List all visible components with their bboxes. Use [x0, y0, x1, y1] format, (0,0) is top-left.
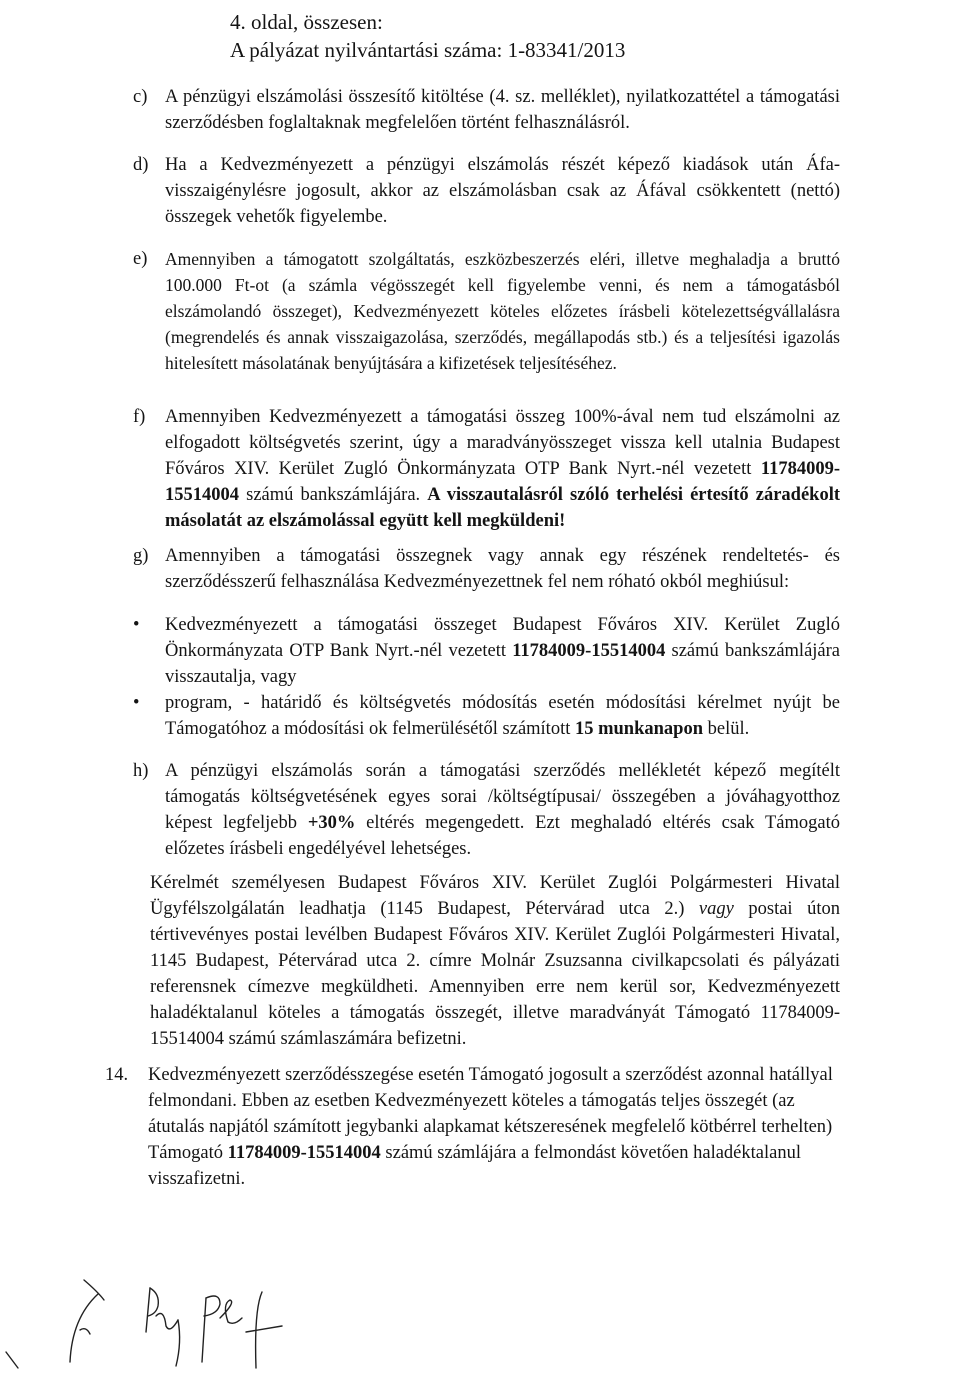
- item-c-text: A pénzügyi elszámolási összesítő kitöltése (4. sz. melléklet), nyilatkozattétel a támogatási szerződésben foglaltaknak megfelelően történt felhasználásról.: [165, 87, 840, 133]
- handwritten-signature: [0, 1270, 320, 1370]
- bullet-item: [133, 612, 840, 690]
- bullet-text-post: belül.: [703, 719, 750, 739]
- page-header: [230, 8, 625, 64]
- bullet-text-pre: Kedvezményezett a támogatási összeget Budapest Főváros XIV. Kerület Zugló Önkormányzata OTP Bank Nyrt.-nél vezetett: [165, 615, 840, 661]
- item-h-text-post: eltérés megengedett. Ezt meghaladó eltérés csak Támogató előzetes írásbeli engedélyével lehetséges.: [165, 813, 840, 859]
- bullet-text: [165, 690, 840, 742]
- bullet-text-post: számú bankszámlájára visszautalja, vagy: [165, 641, 840, 687]
- item-h-text: [165, 758, 840, 862]
- submission-paragraph-pre: Kérelmét személyesen Budapest Főváros XIV. Kerület Zuglói Polgármesteri Hivatal Ügyfélszolgálatán leadhatja (1145 Budapest, Pétervárad utca 2.): [150, 873, 840, 919]
- item-g-label: g): [133, 546, 149, 566]
- bank-account-number: 11784009-15514004: [512, 641, 666, 661]
- item-h-label: h): [133, 761, 149, 781]
- registration-number-line: A pályázat nyilvántartási száma: 1-83341/2013: [230, 38, 626, 62]
- item-h-text-pre: A pénzügyi elszámolás során a támogatási szerződés mellékletét képező megítélt támogatás költségvetésének egyes sorai /költségtípusai/ összegében a jóváhagyotthoz képest legfeljebb: [165, 761, 840, 833]
- section-14-text-pre: Kedvezményezett szerződésszegése esetén Támogató jogosult a szerződést azonnal hatállyal felmondani. Ebben az esetben Kedvezményezett köteles a támogatás teljes összegét (az átutalás napjától számított jegybanki alapkamat kétszeresének megfelelő kötbérrel terhelten) Támogató: [148, 1065, 833, 1163]
- item-c-label: c): [133, 87, 148, 107]
- section-14-number: 14.: [105, 1065, 129, 1085]
- submission-paragraph-post: postai úton tértivevényes postai levélben Budapest Főváros XIV. Kerület Zuglói Polgármesteri Hivatal, 1145 Budapest, Pétervárad utca 2. címre Molnár Zsuzsanna civilkapcsolati és pályázati referensnek címezve megküldheti. Amennyiben erre nem kerül sor, Kedvezményezett haladéktalanul köteles a támogatás összegét, illetve maradványát Támogató 11784009-15514004 számú számlaszámára befizetni.: [150, 899, 840, 1049]
- section-14: [105, 1062, 845, 1192]
- item-f-label: f): [133, 407, 146, 427]
- item-g: [133, 543, 840, 595]
- item-f-text: [165, 404, 840, 534]
- bullet-dot: •: [133, 693, 140, 713]
- page-count-line: 4. oldal, összesen:: [230, 10, 383, 34]
- item-e-text: Amennyiben a támogatott szolgáltatás, eszközbeszerzés eléri, illetve meghaladja a bruttó 100.000 Ft-ot (a számla végösszegét kell figyelembe venni, és nem a támogatásból elszámolandó összeget), Kedvezményezett köteles előzetes írásbeli kötelezettségvállalásra (megrendelés és annak visszaigazolása, szerződés, megállapodás stb.) és a teljesítési igazolás hitelesített másolatának benyújtására a kifizetések teljesítéséhez.: [165, 249, 840, 373]
- item-d-text: Ha a Kedvezményezett a pénzügyi elszámolás részét képező kiadások után Áfa-visszaigénylésre jogosult, akkor az elszámolásban csak az Áfával csökkentett (nettó) összegek vehetők figyelembe.: [165, 155, 840, 227]
- submission-paragraph-italic: vagy: [698, 899, 734, 919]
- submission-paragraph: [150, 870, 840, 1052]
- bank-account-number: 11784009-15514004: [165, 459, 840, 505]
- item-e-label: e): [133, 249, 148, 269]
- bullet-text-pre: program, - határidő és költségvetés módosítás esetén módosítási kérelmet nyújt be Támogatóhoz a módosítási ok felmerülésétől számított: [165, 693, 840, 739]
- bank-account-number: 11784009-15514004: [227, 1143, 381, 1163]
- item-d: [133, 152, 840, 230]
- bullet-dot: •: [133, 615, 140, 635]
- max-deviation-percent: +30%: [307, 813, 356, 833]
- item-c: [133, 84, 840, 136]
- item-h: [133, 758, 840, 862]
- item-f-text-part2: számú bankszámlájára.: [239, 485, 428, 505]
- item-f-text-part1: Amennyiben Kedvezményezett a támogatási összeg 100%-ával nem tud elszámolni az elfogadott költségvetés szerint, úgy a maradványösszeget vissza kell utalnia Budapest Főváros XIV. Kerület Zugló Önkormányzata OTP Bank Nyrt.-nél vezetett: [165, 407, 840, 479]
- item-f-bold-notice: A visszautalásról szóló terhelési értesítő záradékolt másolatát az elszámolással együtt kell megküldeni!: [165, 485, 841, 531]
- bullet-text: [165, 612, 840, 690]
- section-14-text-post: számú számlájára a felmondást követően haladéktalanul visszafizetni.: [148, 1143, 801, 1189]
- deadline-days: 15 munkanapon: [574, 719, 704, 739]
- item-d-label: d): [133, 155, 149, 175]
- bullet-item: [133, 690, 840, 742]
- item-g-text: Amennyiben a támogatási összegnek vagy annak egy részének rendeltetés- és szerződésszerű felhasználása Kedvezményezettnek fel nem róható okból meghiúsul:: [165, 546, 840, 592]
- section-14-text: [148, 1062, 845, 1192]
- item-e: [133, 246, 840, 376]
- signature-strokes: [0, 1270, 320, 1370]
- item-f: [133, 404, 840, 534]
